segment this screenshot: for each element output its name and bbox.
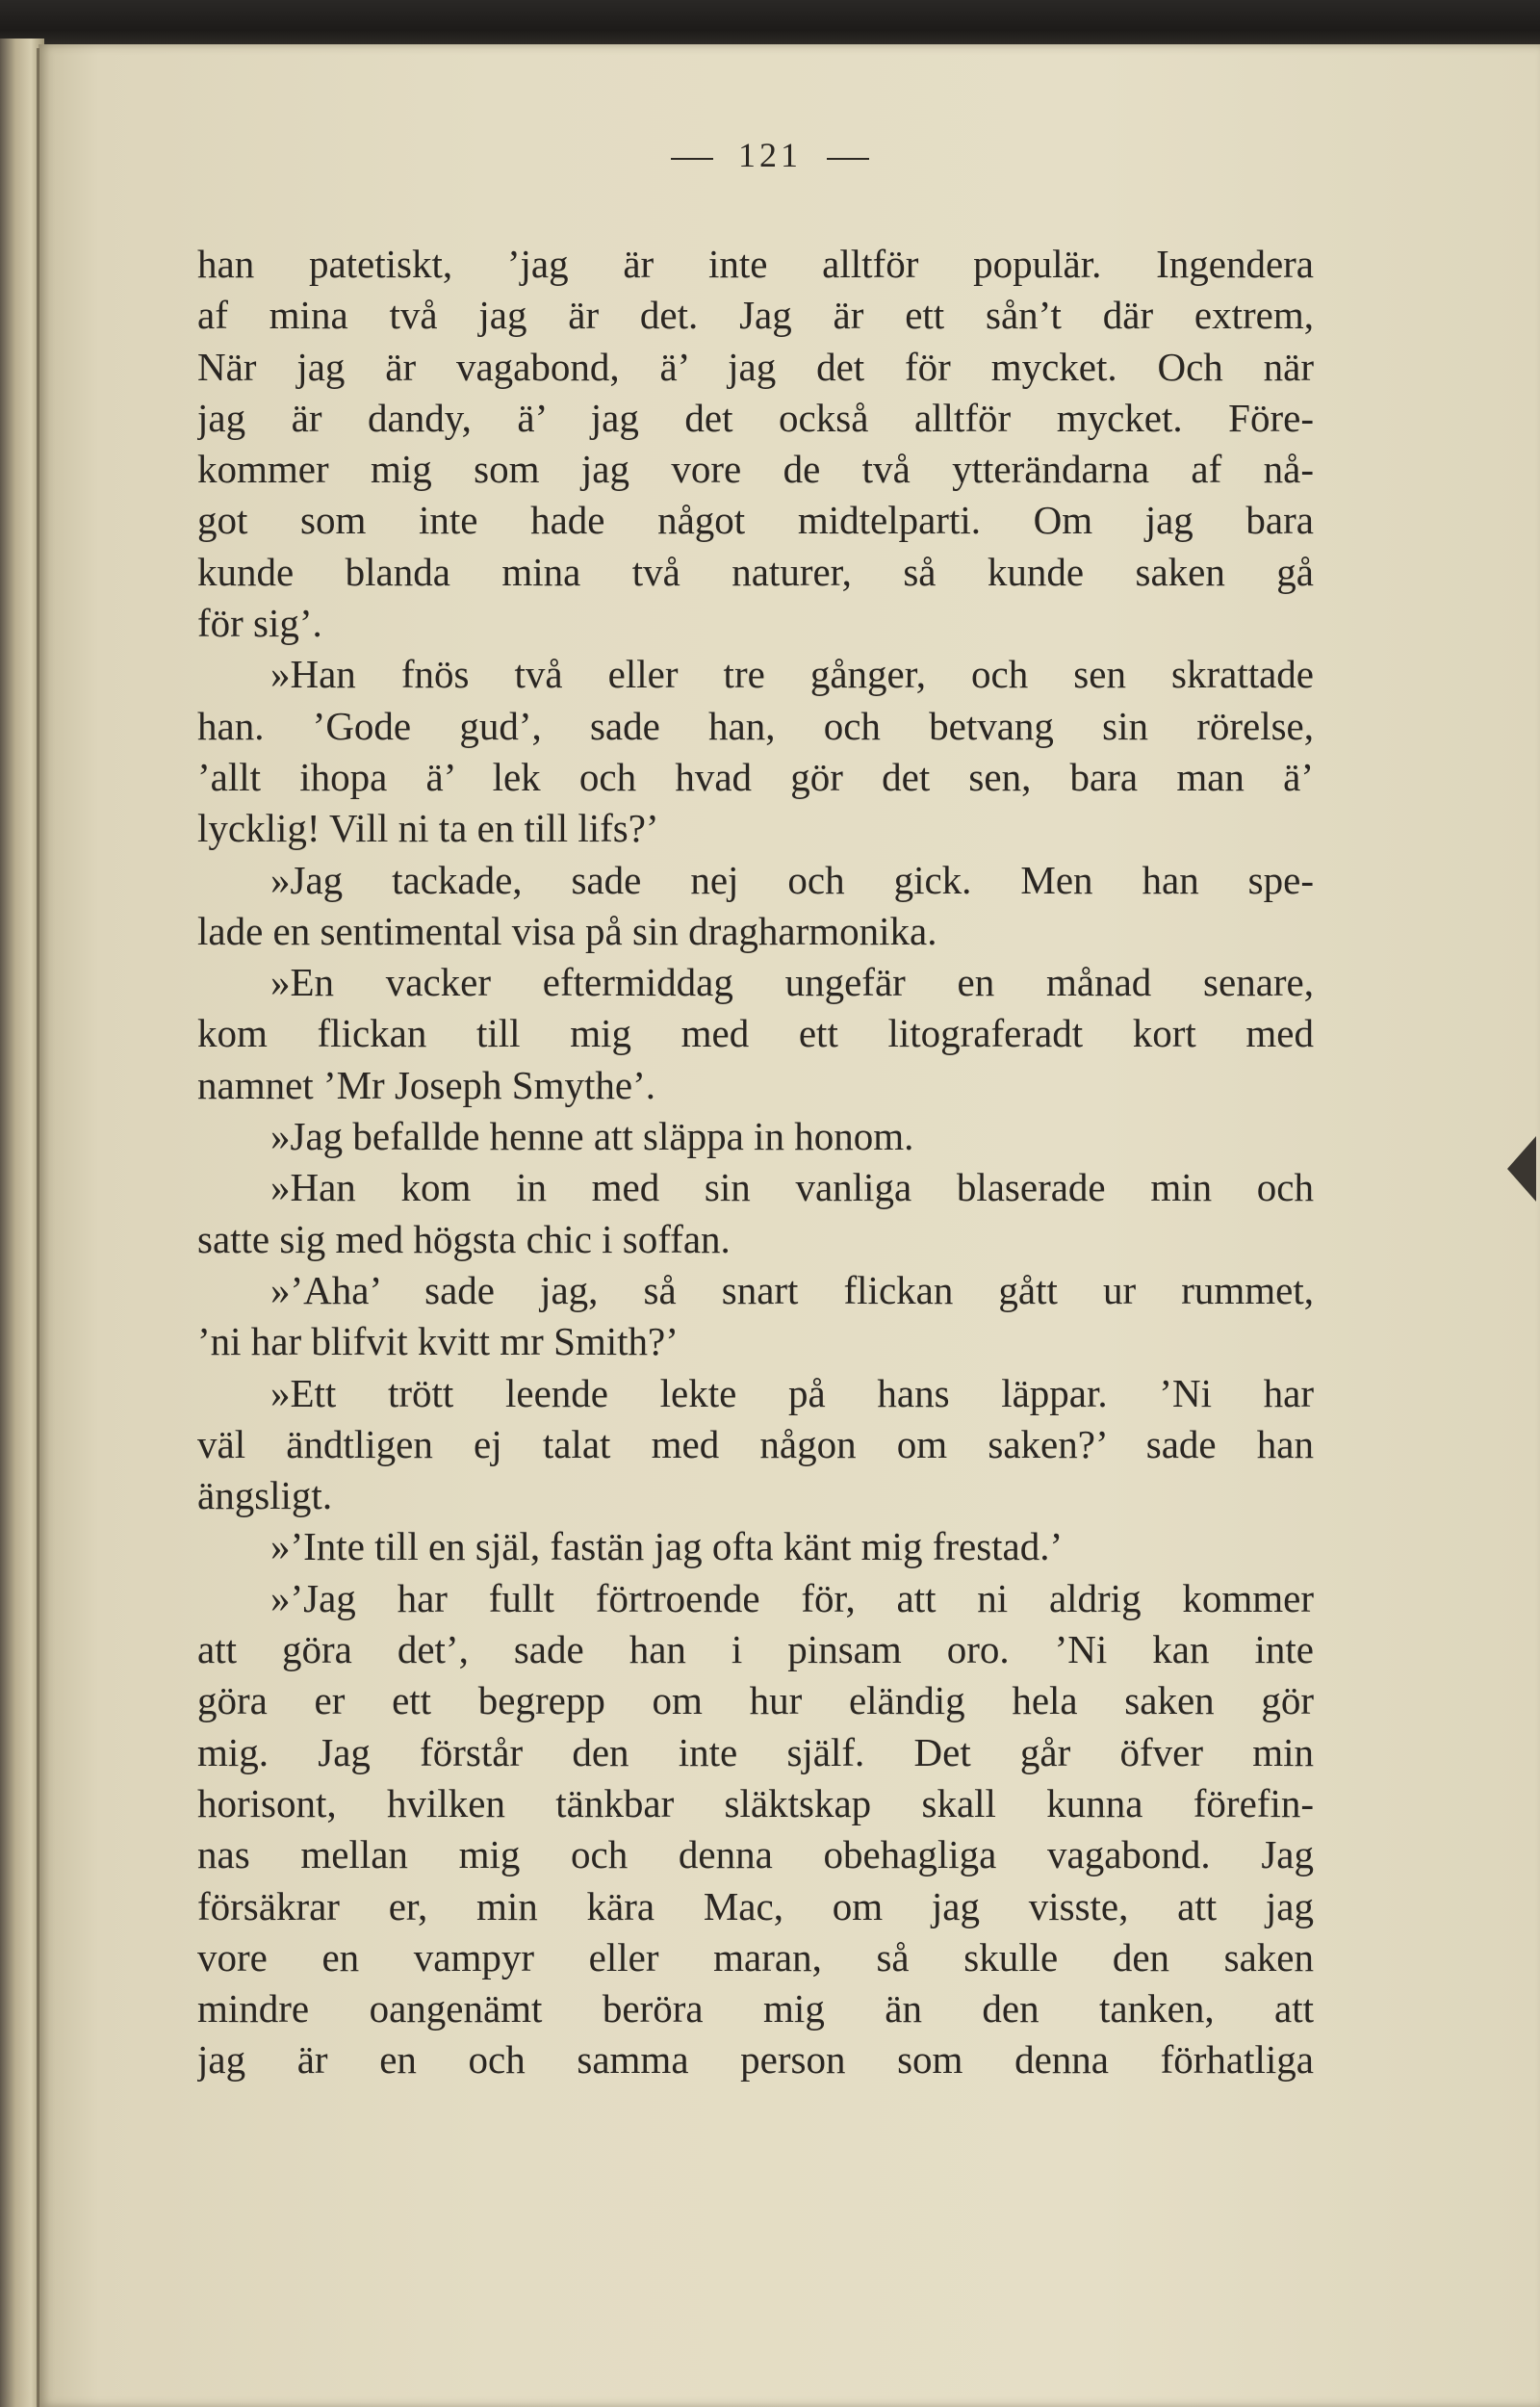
text-line: »’Jag har fullt förtroende för, att ni aldrig kommer: [270, 1575, 1314, 1620]
text-line: ängsligt.: [197, 1473, 333, 1518]
left-dash: [671, 158, 713, 160]
text-line: lade en sentimental visa på sin dragharmonika.: [197, 908, 937, 953]
text-line: »’Aha’ sade jag, så snart flickan gått ur rummet,: [270, 1267, 1314, 1312]
body-text: [197, 239, 1314, 2086]
text-line: att göra det’, sade han i pinsam oro. ’Ni kan inte: [197, 1627, 1314, 1672]
text-line: kom flickan till mig med ett litograferadt kort med: [197, 1011, 1314, 1056]
book-cover-top-edge: [0, 0, 1540, 50]
text-line: »Han kom in med sin vanliga blaserade min och: [270, 1165, 1314, 1210]
text-line: jag är dandy, ä’ jag det också alltför mycket. Före-: [197, 395, 1314, 440]
page-number: 121: [738, 136, 802, 174]
text-line: »Han fnös två eller tre gånger, och sen skrattade: [270, 652, 1314, 697]
text-line: väl ändtligen ej talat med någon om saken?’ sade han: [197, 1421, 1314, 1466]
text-line: kunde blanda mina två naturer, så kunde saken gå: [197, 549, 1314, 594]
text-line: lycklig! Vill ni ta en till lifs?’: [197, 806, 659, 851]
right-edge-marker-icon: [1507, 1136, 1536, 1202]
text-line: mindre oangenämt beröra mig än den tanken, att: [197, 1986, 1314, 2032]
page-number-header: [0, 135, 1540, 175]
text-line: När jag är vagabond, ä’ jag det för mycket. Och när: [197, 344, 1314, 389]
text-line: »En vacker eftermiddag ungefär en månad senare,: [270, 960, 1314, 1005]
text-line: han patetiskt, ’jag är inte alltför populär. Ingendera: [197, 242, 1314, 286]
text-line: jag är en och samma person som denna förhatliga: [197, 2037, 1314, 2083]
text-line: vore en vampyr eller maran, så skulle den saken: [197, 1934, 1314, 1980]
text-line: för sig’.: [197, 601, 322, 646]
text-line: ’ni har blifvit kvitt mr Smith?’: [197, 1319, 679, 1364]
text-line: ’allt ihopa ä’ lek och hvad gör det sen, bara man ä’: [197, 754, 1314, 799]
text-line: han. ’Gode gud’, sade han, och betvang sin rörelse,: [197, 703, 1314, 748]
text-line: »Jag tackade, sade nej och gick. Men han spe-: [270, 857, 1314, 902]
text-line: horisont, hvilken tänkbar släktskap skall kunna förefin-: [197, 1780, 1314, 1825]
text-line: kommer mig som jag vore de två ytterändarna af nå-: [197, 447, 1314, 492]
text-line: nas mellan mig och denna obehagliga vagabond. Jag: [197, 1832, 1314, 1877]
text-line: »Ett trött leende lekte på hans läppar. ’Ni har: [270, 1370, 1314, 1415]
text-line: satte sig med högsta chic i soffan.: [197, 1216, 731, 1261]
right-dash: [827, 158, 869, 160]
text-line: namnet ’Mr Joseph Smythe’.: [197, 1062, 655, 1107]
page-gutter-line: [37, 48, 39, 2407]
text-line: »Jag befallde henne att släppa in honom.: [270, 1114, 914, 1159]
text-line: af mina två jag är det. Jag är ett sån’t där extrem,: [197, 293, 1314, 338]
text-line: försäkrar er, min kära Mac, om jag visste, att jag: [197, 1883, 1314, 1928]
text-line: »’Inte till en själ, fastän jag ofta känt mig frestad.’: [270, 1524, 1064, 1569]
text-line: göra er ett begrepp om hur eländig hela saken gör: [197, 1678, 1314, 1723]
text-line: got som inte hade något midtelparti. Om jag bara: [197, 498, 1314, 543]
text-line: mig. Jag förstår den inte själf. Det går öfver min: [197, 1729, 1314, 1774]
